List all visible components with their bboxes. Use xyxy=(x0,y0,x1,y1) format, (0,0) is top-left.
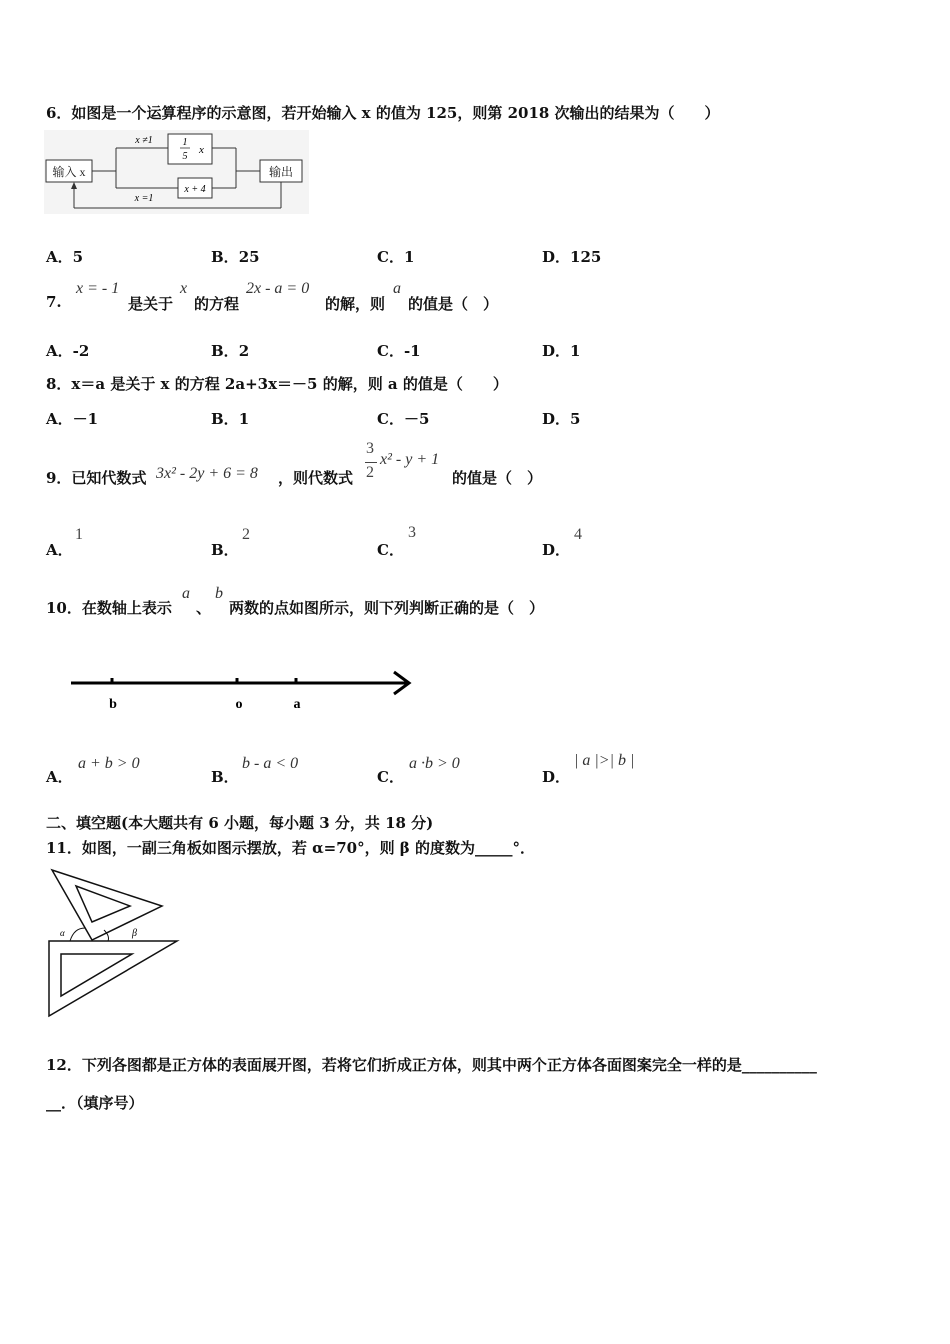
q10-sep: 、 xyxy=(196,599,212,617)
q10-option-d-value[interactable]: | a |>| b | xyxy=(574,752,635,769)
q9-frac-num: 3 xyxy=(366,440,374,457)
q7-option-c[interactable]: C．-1 xyxy=(377,342,421,360)
q9-text-3: 的值是（ ） xyxy=(452,469,543,487)
q9-option-d-value[interactable]: 4 xyxy=(574,526,582,543)
q10-option-d-label[interactable]: D． xyxy=(542,768,571,786)
q6-option-a[interactable]: A．5 xyxy=(46,248,84,266)
q7-text-4: 的值是（ ） xyxy=(408,295,499,313)
q6-option-c[interactable]: C．1 xyxy=(377,248,415,266)
beta-label: β xyxy=(132,928,137,939)
q6-stem: 6．如图是一个运算程序的示意图，若开始输入 x 的值为 125，则第 2018 次输出的结果为（ ） xyxy=(46,104,720,122)
q9-option-c-value[interactable]: 3 xyxy=(408,524,416,541)
svg-text:1: 1 xyxy=(182,137,188,148)
lower-triangle-inner xyxy=(61,954,132,996)
q10-option-a-label[interactable]: A． xyxy=(46,768,73,786)
q7-text-3: 的解，则 xyxy=(325,295,386,313)
q10-option-c-label[interactable]: C． xyxy=(377,768,404,786)
q10-option-b-label[interactable]: B． xyxy=(211,768,239,786)
label-o: o xyxy=(235,697,243,712)
q9-option-b-value[interactable]: 2 xyxy=(242,526,250,543)
q11-stem: 11．如图，一副三角板如图示摆放，若 α=70°，则 β 的度数为_____°． xyxy=(46,839,535,857)
q7-number: 7. xyxy=(46,293,62,311)
q7-var-x: x xyxy=(180,280,188,297)
alpha-label: α xyxy=(60,928,65,938)
q9-frac-bar xyxy=(365,462,377,463)
q7-text-1: 是关于 xyxy=(128,295,174,313)
q8-option-c[interactable]: C．－5 xyxy=(377,410,430,428)
q7-option-a[interactable]: A．-2 xyxy=(46,342,90,360)
q6-option-b[interactable]: B．25 xyxy=(211,248,260,266)
q10-option-b-value[interactable]: b - a < 0 xyxy=(242,755,299,772)
q9-equation: 3x² - 2y + 6 = 8 xyxy=(156,465,258,482)
q9-frac-den: 2 xyxy=(366,464,374,481)
q9-text-1: 9．已知代数式 xyxy=(46,469,147,487)
q10-var-a: a xyxy=(182,585,190,602)
q9-option-d-label[interactable]: D． xyxy=(542,541,571,559)
q10-var-b: b xyxy=(215,585,223,602)
q9-option-c-label[interactable]: C． xyxy=(377,541,404,559)
svg-text:x: x xyxy=(199,144,204,156)
q10-text-2: 两数的点如图所示，则下列判断正确的是（ ） xyxy=(229,599,545,617)
label-b: b xyxy=(109,697,117,712)
svg-text:x + 4: x + 4 xyxy=(184,184,206,195)
q9-option-b-label[interactable]: B． xyxy=(211,541,239,559)
q12-stem: 12．下列各图都是正方体的表面展开图，若将它们折成正方体，则其中两个正方体各面图案完全一样的是__________ xyxy=(46,1056,817,1074)
q8-option-b[interactable]: B．1 xyxy=(211,410,250,428)
q7-text-2: 的方程 xyxy=(194,295,240,313)
q6-option-d[interactable]: D．125 xyxy=(542,248,602,266)
q8-option-a[interactable]: A．－1 xyxy=(46,410,99,428)
q10-option-c-value[interactable]: a ·b > 0 xyxy=(409,755,460,772)
output-label: 输出 xyxy=(268,165,294,179)
q10-number-line xyxy=(68,666,416,716)
q9-option-a-label[interactable]: A． xyxy=(46,541,73,559)
q10-text-1: 10．在数轴上表示 xyxy=(46,599,172,617)
q8-stem: 8．x＝a 是关于 x 的方程 2a+3x＝－5 的解，则 a 的值是（ ） xyxy=(46,375,508,393)
q7-expr-x: x = - 1 xyxy=(76,280,120,297)
top-condition: x ≠1 xyxy=(135,135,153,146)
q7-equation: 2x - a = 0 xyxy=(246,280,310,297)
q7-option-b[interactable]: B．2 xyxy=(211,342,250,360)
q11-triangle-figure xyxy=(44,866,182,1018)
q12-stem-cont: __．（填序号） xyxy=(46,1094,144,1112)
fraction-box xyxy=(168,134,212,164)
q9-text-2: ，则代数式 xyxy=(278,469,354,487)
section-heading: 二、填空题(本大题共有 6 小题，每小题 3 分，共 18 分) xyxy=(46,814,434,832)
q9-option-a-value[interactable]: 1 xyxy=(75,526,83,543)
q7-var-a: a xyxy=(393,280,401,297)
bottom-condition: x =1 xyxy=(134,193,154,204)
q6-flow-diagram xyxy=(44,130,309,214)
alpha-arc xyxy=(70,928,85,941)
label-a: a xyxy=(293,697,301,712)
q7-option-d[interactable]: D．1 xyxy=(542,342,581,360)
q9-expression: x² - y + 1 xyxy=(380,451,440,468)
q10-option-a-value[interactable]: a + b > 0 xyxy=(78,755,140,772)
svg-text:5: 5 xyxy=(182,151,188,162)
input-label: 输入 x xyxy=(52,165,86,179)
q8-option-d[interactable]: D．5 xyxy=(542,410,581,428)
